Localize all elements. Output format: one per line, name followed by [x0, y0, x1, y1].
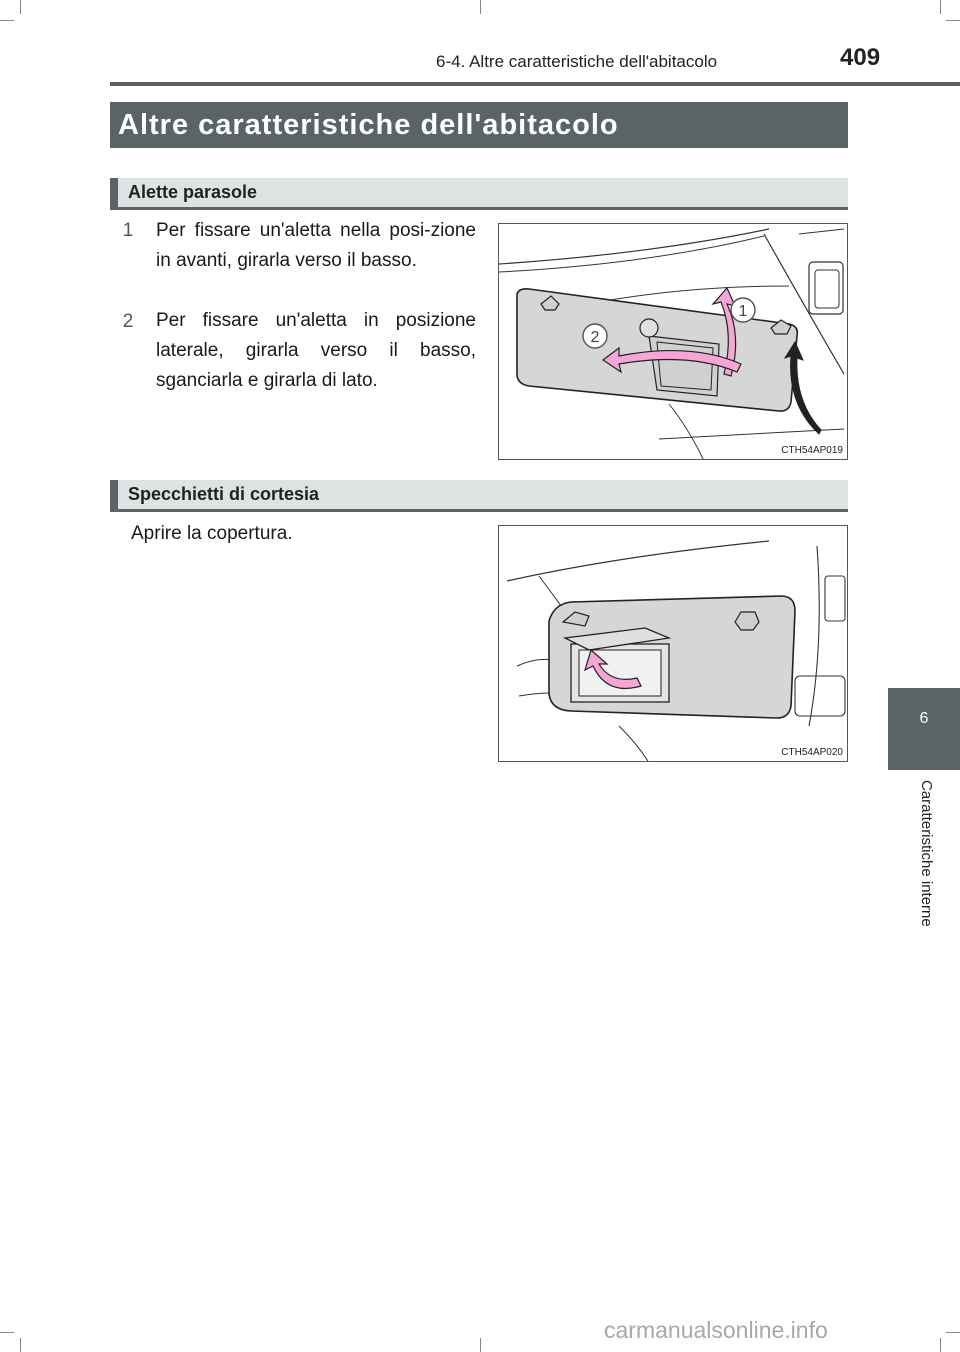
figure-code: CTH54AP020: [781, 747, 843, 758]
callout-2: 2: [590, 329, 600, 346]
crop-mark: [480, 1338, 481, 1352]
step-number-1: 1: [122, 220, 134, 241]
chapter-number: 6: [919, 710, 929, 727]
page-title: Altre caratteristiche dell'abitacolo: [110, 102, 848, 148]
header-rule: [110, 82, 960, 86]
page-number: 409: [840, 44, 881, 71]
vanity-mirror-illustration: [498, 525, 848, 762]
section-heading-vanity-mirrors: [110, 480, 848, 512]
crop-mark: [940, 1338, 941, 1352]
crop-mark: [20, 0, 21, 14]
chapter-tab: [888, 688, 960, 770]
step-text-2: Per fissare un'aletta in posizione laterale, girarla verso il basso, sganciarla e girarla di lato.: [156, 310, 476, 391]
crop-mark: [940, 0, 941, 14]
vanity-mirror-drawing: [499, 526, 848, 762]
section-heading-sun-visors: [110, 178, 848, 210]
crop-mark: [946, 1332, 960, 1333]
step-number-2: 2: [122, 311, 134, 332]
step-text-1: Per fissare un'aletta nella posi-zione in avanti, girarla verso il basso.: [156, 220, 476, 271]
instruction-text: Aprire la copertura.: [131, 523, 293, 544]
crop-mark: [946, 20, 960, 21]
sun-visor-illustration: [498, 223, 848, 460]
crop-mark: [20, 1338, 21, 1352]
crop-mark: [0, 20, 14, 21]
crop-mark: [480, 0, 481, 14]
watermark: carmanualsonline.info: [604, 1317, 828, 1343]
section-heading-label: Specchietti di cortesia: [128, 484, 320, 504]
running-header: 6-4. Altre caratteristiche dell'abitacolo: [436, 52, 718, 71]
figure-code: CTH54AP019: [781, 445, 843, 456]
callout-1: 1: [738, 303, 748, 320]
section-heading-label: Alette parasole: [128, 182, 258, 202]
chapter-label: Caratteristiche interne: [918, 780, 935, 927]
heading-accent: [110, 480, 118, 509]
sun-visor-drawing: [499, 224, 848, 460]
crop-mark: [0, 1332, 14, 1333]
heading-accent: [110, 178, 118, 207]
